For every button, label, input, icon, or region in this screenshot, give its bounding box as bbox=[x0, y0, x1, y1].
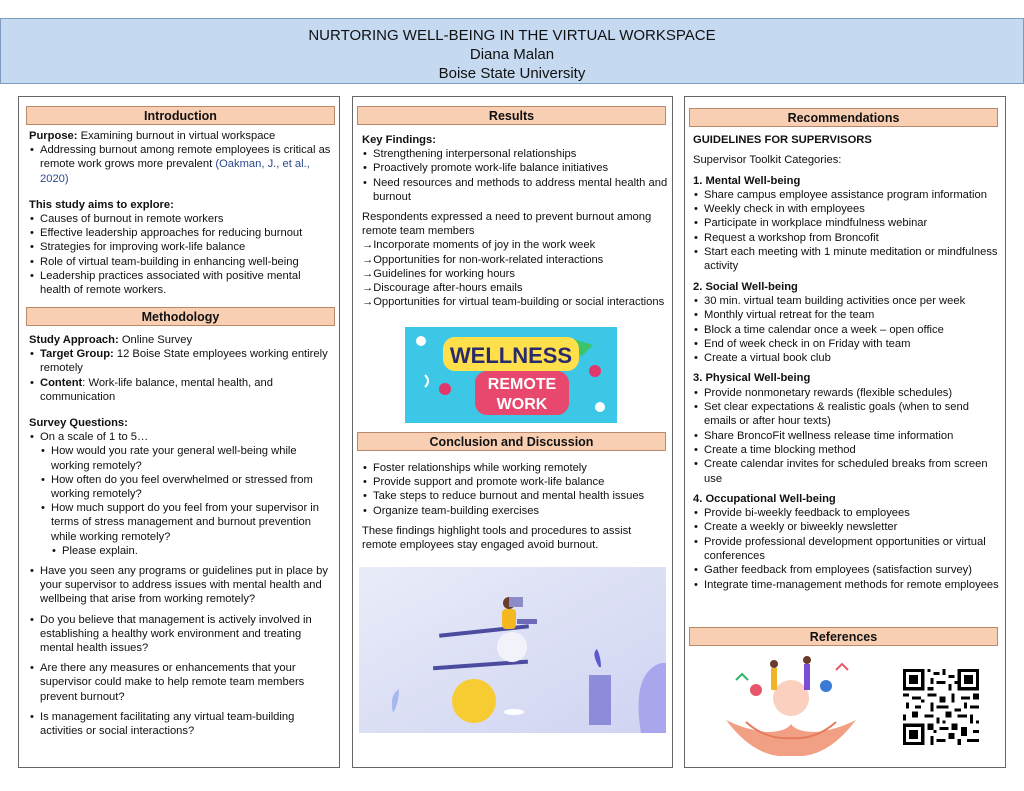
conclusion-summary: These findings highlight tools and procedures to assist remote employees stay engaged avoid burnout. bbox=[362, 524, 632, 552]
key-findings-heading: Key Findings: bbox=[362, 134, 436, 146]
references-heading: References bbox=[689, 627, 998, 646]
list-item: • Set clear expectations & realistic goals (when to send emails or after hour texts) bbox=[704, 400, 999, 429]
approach-label: Study Approach: bbox=[29, 334, 119, 346]
list-item: • Provide support and promote work-life balance bbox=[373, 475, 668, 489]
institution-name: Boise State University bbox=[438, 65, 586, 82]
list-item: • Weekly check in with employees bbox=[704, 202, 999, 216]
list-item: • On a scale of 1 to 5… bbox=[40, 430, 334, 444]
arrow-item: →Guidelines for working hours bbox=[362, 267, 515, 280]
recommendations-body bbox=[693, 133, 999, 592]
list-item: • Start each meeting with 1 minute meditation or mindfulness activity bbox=[704, 245, 999, 274]
arrow-item: →Opportunities for virtual team-building or social interactions bbox=[362, 296, 665, 309]
purpose-label: Purpose: bbox=[29, 130, 78, 142]
introduction-heading: Introduction bbox=[26, 106, 335, 125]
author-name: Diana Malan bbox=[469, 46, 555, 63]
list-item: • Have you seen any programs or guidelines put in place by your supervisor to address issues with mental health and wellbeing that arise from working remotely? bbox=[40, 564, 334, 607]
conclusion-heading: Conclusion and Discussion bbox=[357, 432, 666, 451]
intro-bullet-text: Addressing burnout among remote employees is critical as remote work grows more prevalent bbox=[40, 144, 331, 171]
list-item: • Gather feedback from employees (satisfaction survey) bbox=[704, 563, 999, 577]
section-title: 4. Occupational Well-being bbox=[693, 492, 836, 505]
explore-heading: This study aims to explore: bbox=[29, 198, 174, 211]
respondents-text: Respondents expressed a need to prevent burnout among remote team members bbox=[362, 211, 652, 238]
wellness-remote-work-illustration bbox=[405, 327, 617, 423]
list-item: • Block a time calendar once a week – open office bbox=[704, 323, 999, 337]
list-item: • Monthly virtual retreat for the team bbox=[704, 308, 999, 322]
qr-code-image[interactable] bbox=[903, 669, 979, 745]
list-item: • Create calendar invites for scheduled breaks from screen use bbox=[704, 457, 999, 486]
arrow-item: →Opportunities for non-work-related interactions bbox=[362, 253, 604, 266]
conclusion-body bbox=[362, 461, 668, 552]
list-item: • Leadership practices associated with positive mental health of remote workers. bbox=[40, 269, 334, 297]
content-text: : Work-life balance, mental health, and communication bbox=[40, 376, 273, 403]
list-item: • Provide bi-weekly feedback to employees bbox=[704, 506, 999, 520]
list-item: • Is management facilitating any virtual team-building activities or social interactions? bbox=[40, 710, 334, 738]
remote-word: REMOTE bbox=[487, 376, 557, 393]
wellness-word: WELLNESS bbox=[449, 343, 573, 368]
list-item: • How much support do you feel from your supervisor in terms of stress management and burnout prevention while working remotely? bbox=[51, 501, 334, 544]
poster-title: NURTORING WELL-BEING IN THE VIRTUAL WORKSPACE bbox=[308, 27, 716, 44]
methodology-heading: Methodology bbox=[26, 307, 335, 326]
toolkit-label: Supervisor Toolkit Categories: bbox=[693, 154, 842, 167]
arrow-item: →Incorporate moments of joy in the work week bbox=[362, 239, 596, 252]
list-item: • Proactively promote work-life balance initiatives bbox=[373, 161, 668, 175]
title-banner bbox=[0, 18, 1024, 84]
list-item: • Foster relationships while working remotely bbox=[373, 461, 668, 475]
results-heading: Results bbox=[357, 106, 666, 125]
list-item bbox=[40, 143, 334, 186]
list-item: • Please explain. bbox=[62, 544, 334, 558]
introduction-body bbox=[29, 129, 334, 297]
content-label: Content bbox=[40, 376, 83, 389]
target-text: 12 Boise State employees working entirely remotely bbox=[40, 348, 328, 375]
list-item: • Strategies for improving work-life balance bbox=[40, 240, 334, 254]
list-item: • Create a weekly or biweekly newsletter bbox=[704, 520, 999, 534]
list-item: • Role of virtual team-building in enhancing well-being bbox=[40, 255, 334, 269]
list-item: • Are there any measures or enhancements that your supervisor could make to help remote team members prevent burnout? bbox=[40, 661, 334, 704]
methodology-body bbox=[29, 333, 334, 738]
list-item: • Share BroncoFit wellness release time information bbox=[704, 429, 999, 443]
list-item: • How often do you feel overwhelmed or stressed from working remotely? bbox=[51, 473, 334, 501]
list-item: • Create a virtual book club bbox=[704, 351, 999, 365]
list-item: • Participate in workplace mindfulness webinar bbox=[704, 216, 999, 230]
list-item: • Share campus employee assistance program information bbox=[704, 188, 999, 202]
citation-link[interactable]: (Oakman, J., et al., 2020) bbox=[40, 158, 310, 185]
list-item: • End of week check in on Friday with team bbox=[704, 337, 999, 351]
work-word: WORK bbox=[496, 396, 548, 413]
purpose-text: Examining burnout in virtual workspace bbox=[77, 130, 276, 142]
list-item: • Organize team-building exercises bbox=[373, 504, 668, 518]
section-title: 2. Social Well-being bbox=[693, 280, 798, 293]
results-body bbox=[362, 133, 668, 309]
list-item: • Effective leadership approaches for reducing burnout bbox=[40, 226, 334, 240]
list-item: • Take steps to reduce burnout and mental health issues bbox=[373, 489, 668, 503]
list-item: • Need resources and methods to address mental health and burnout bbox=[373, 176, 668, 204]
list-item: • Causes of burnout in remote workers bbox=[40, 212, 334, 226]
list-item: • How would you rate your general well-being while working remotely? bbox=[51, 444, 334, 472]
hands-community-illustration bbox=[716, 650, 866, 756]
section-title: 1. Mental Well-being bbox=[693, 174, 801, 187]
arrow-item: →Discourage after-hours emails bbox=[362, 282, 523, 295]
balance-illustration bbox=[359, 567, 666, 733]
list-item: • Request a workshop from Broncofit bbox=[704, 231, 999, 245]
guidelines-heading: GUIDELINES FOR SUPERVISORS bbox=[693, 134, 872, 146]
recommendations-heading: Recommendations bbox=[689, 108, 998, 127]
list-item: • Strengthening interpersonal relationships bbox=[373, 147, 668, 161]
list-item: • Provide nonmonetary rewards (flexible schedules) bbox=[704, 386, 999, 400]
list-item: • Create a time blocking method bbox=[704, 443, 999, 457]
list-item: • Integrate time-management methods for remote employees bbox=[704, 578, 999, 592]
list-item bbox=[40, 376, 334, 404]
list-item: • Do you believe that management is actively involved in establishing a healthy work environment and treating mental health issues? bbox=[40, 613, 334, 656]
section-title: 3. Physical Well-being bbox=[693, 372, 811, 385]
approach-text: Online Survey bbox=[118, 334, 193, 346]
survey-questions-heading: Survey Questions: bbox=[29, 417, 128, 430]
list-item: • 30 min. virtual team building activities once per week bbox=[704, 294, 999, 308]
target-label: Target Group: bbox=[40, 348, 114, 361]
list-item bbox=[40, 347, 334, 375]
list-item: • Provide professional development opportunities or virtual conferences bbox=[704, 535, 999, 564]
